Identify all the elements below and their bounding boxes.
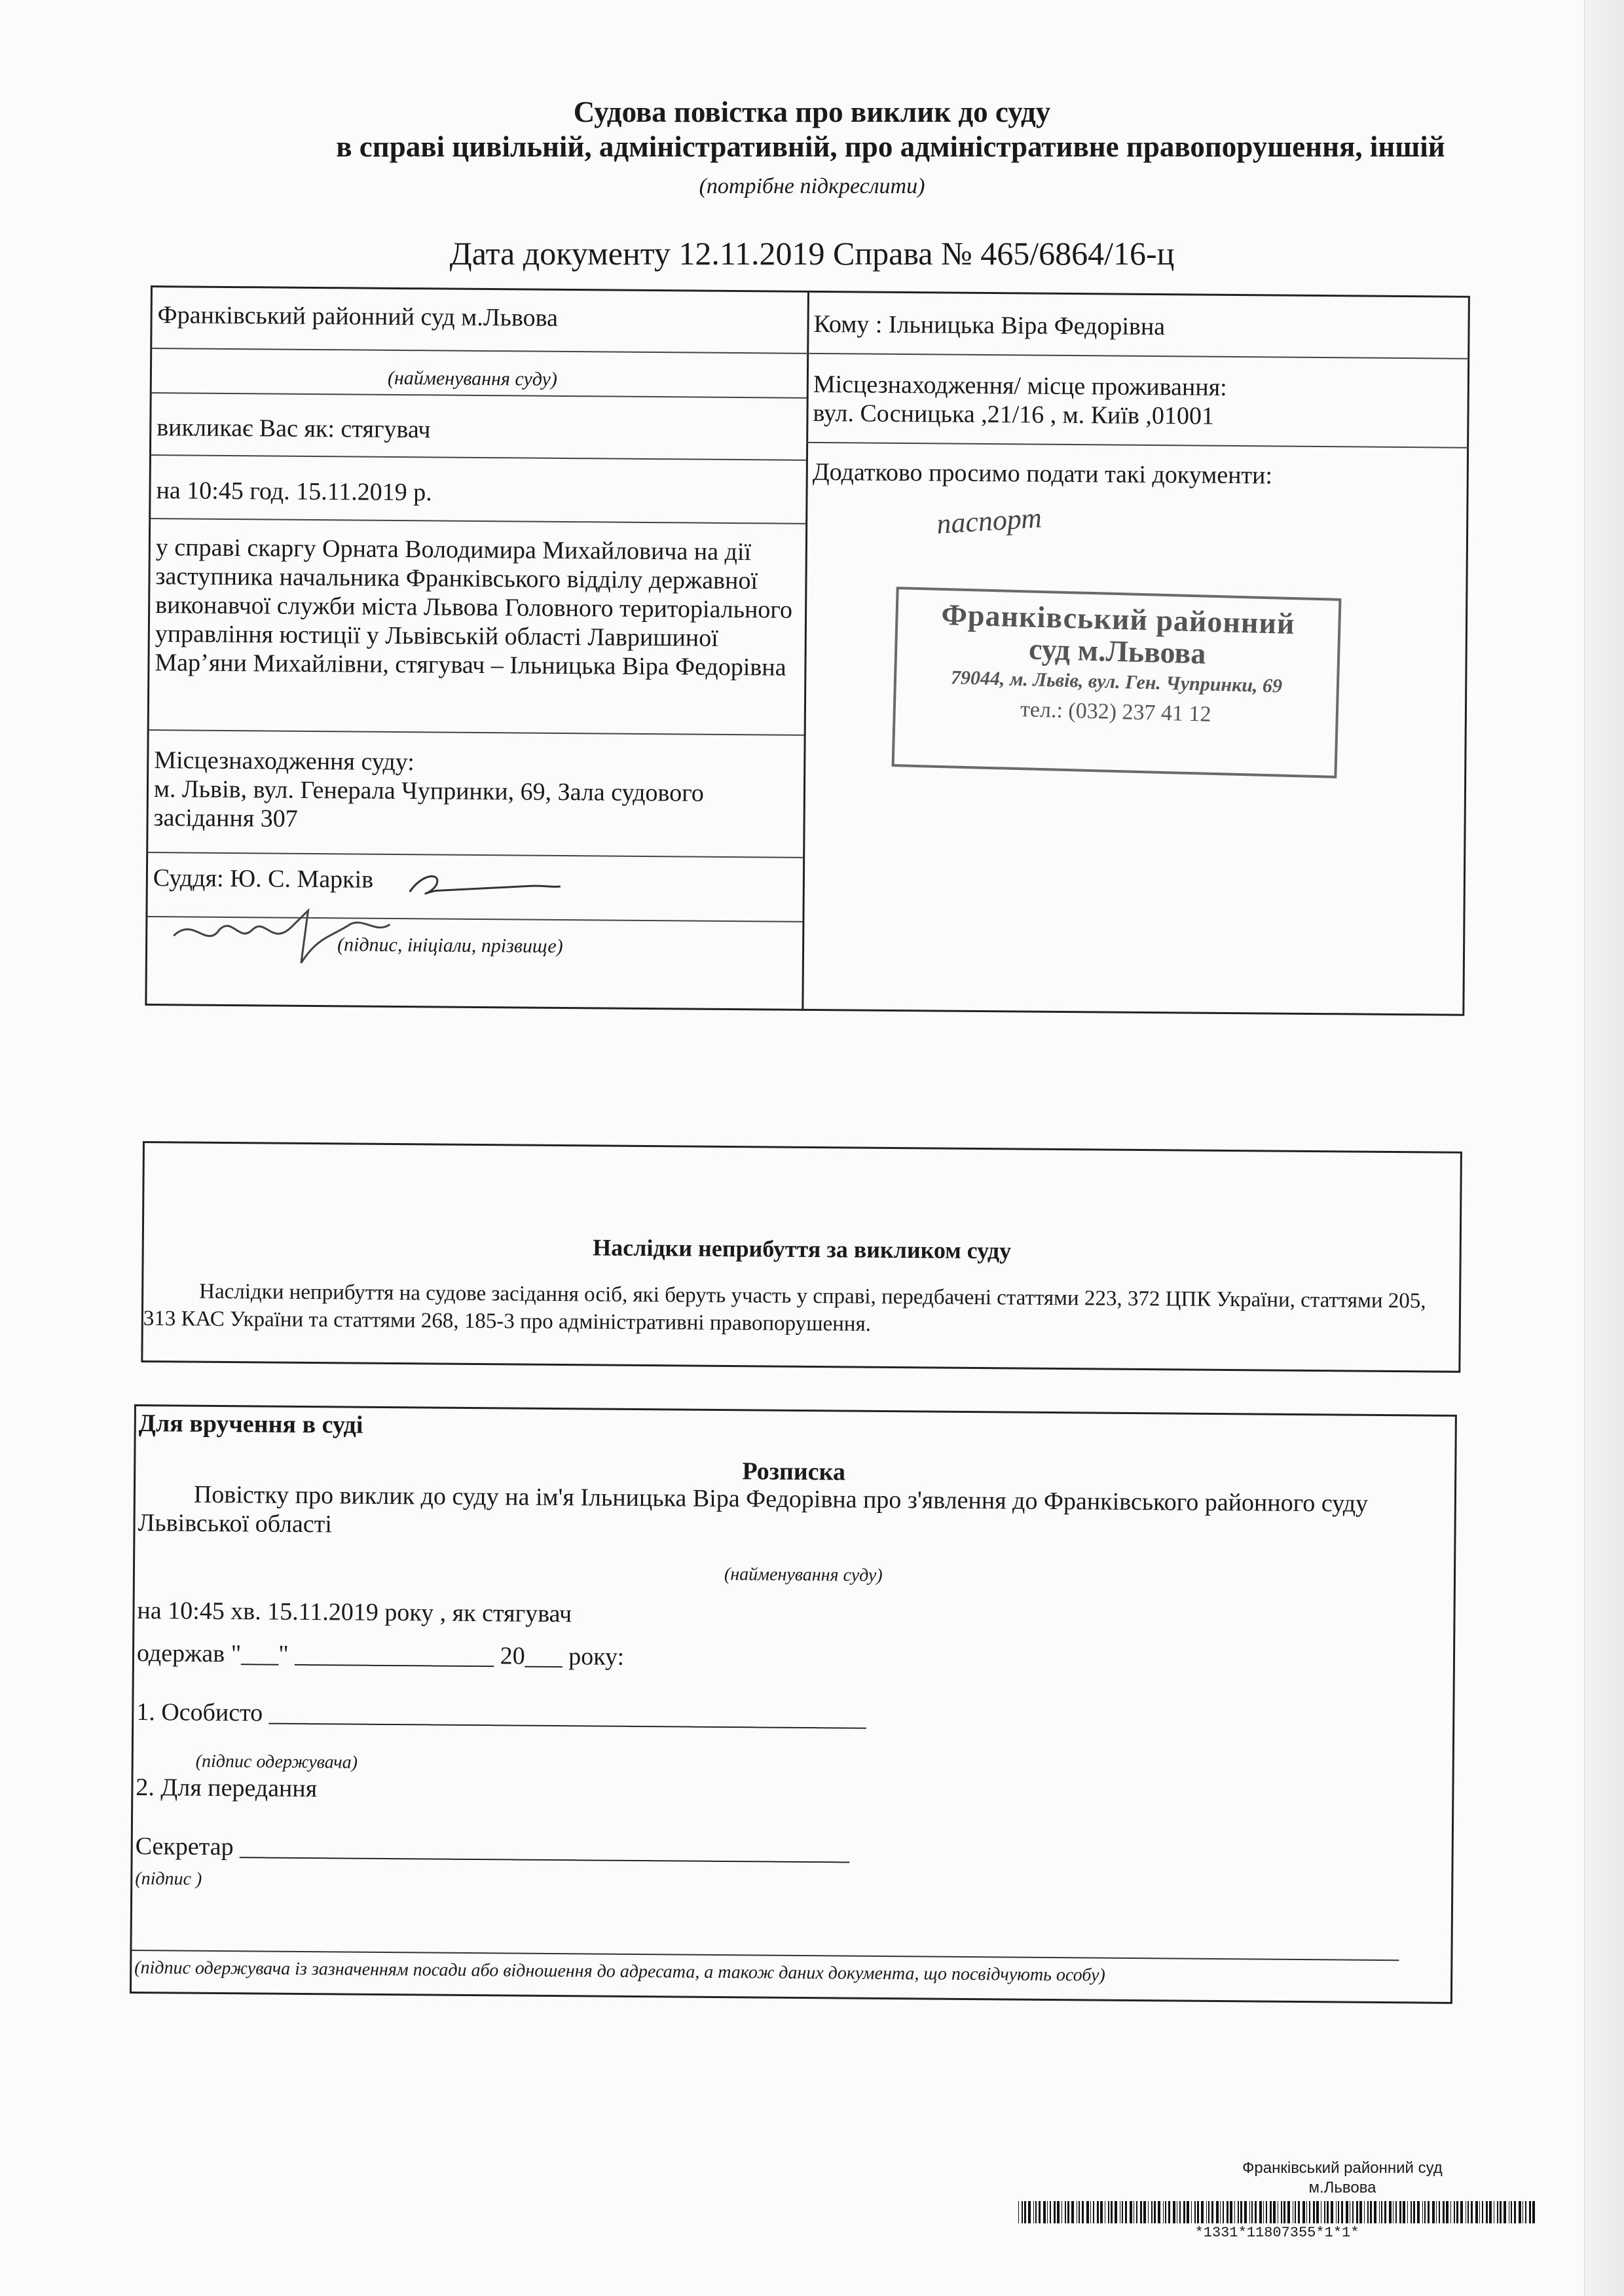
barcode-bar — [1108, 2201, 1109, 2223]
rule — [806, 442, 1469, 448]
barcode-bar — [1238, 2201, 1239, 2223]
barcode-bar — [1283, 2201, 1285, 2223]
barcode-bar — [1035, 2201, 1037, 2223]
barcode-bar — [1071, 2201, 1074, 2223]
called-as: викликає Вас як: стягувач — [157, 414, 431, 444]
barcode-bar — [1514, 2201, 1516, 2223]
rule — [148, 852, 803, 858]
barcode-bar — [1413, 2201, 1415, 2223]
stamp-line1: Франківський районний — [940, 597, 1296, 641]
barcode — [1018, 2201, 1536, 2223]
barcode-bar — [1079, 2201, 1080, 2223]
barcode-bar — [1384, 2201, 1386, 2223]
barcode-bar — [1529, 2201, 1531, 2223]
barcode-bar — [1327, 2201, 1329, 2223]
residence-label: Місцезнаходження/ місце проживання: — [813, 370, 1227, 401]
barcode-bar — [1407, 2201, 1408, 2223]
barcode-bar — [1061, 2201, 1062, 2223]
barcode-bar — [1050, 2201, 1051, 2223]
judge-name: Суддя: Ю. С. Марків — [153, 864, 374, 894]
barcode-bar — [1399, 2201, 1401, 2223]
barcode-bar — [1313, 2201, 1315, 2223]
barcode-bar — [1417, 2201, 1420, 2223]
barcode-bar — [1263, 2201, 1264, 2223]
barcode-bar — [1471, 2201, 1473, 2223]
recipient-signature-caption: (підпис одержувача) — [195, 1751, 358, 1773]
barcode-bar — [1220, 2201, 1221, 2223]
barcode-bar — [1422, 2201, 1423, 2223]
barcode-bar — [1273, 2201, 1276, 2223]
court-stamp — [892, 587, 1342, 778]
barcode-bar — [1197, 2201, 1199, 2223]
consequences-box — [141, 1141, 1462, 1373]
barcode-bar — [1047, 2201, 1048, 2223]
document-date-case: Дата документу 12.11.2019 Справа № 465/6864/16-ц — [449, 235, 1175, 272]
barcode-bar — [1111, 2201, 1113, 2223]
received-line: одержав "___" ________________ 20___ року: — [136, 1639, 625, 1671]
secretary-caption: (підпис ) — [135, 1868, 202, 1889]
barcode-bar — [1249, 2201, 1250, 2223]
barcode-bar — [1187, 2201, 1189, 2223]
barcode-bar — [1259, 2201, 1262, 2223]
barcode-bar — [1165, 2201, 1166, 2223]
barcode-bar — [1255, 2201, 1257, 2223]
barcode-bar — [1143, 2201, 1146, 2223]
barcode-bar — [1154, 2201, 1156, 2223]
barcode-bar — [1522, 2201, 1523, 2223]
bottom-caption: (підпис одержувача із зазначенням посади або відношення до адресата, а також даних документа, що посвідчують особу) — [134, 1958, 1105, 1986]
barcode-bar — [1028, 2201, 1031, 2223]
barcode-bar — [1158, 2201, 1160, 2223]
extra-docs-label: Додатково просимо подати такі документи: — [812, 458, 1273, 490]
barcode-bar — [1086, 2201, 1089, 2223]
barcode-bar — [1244, 2201, 1247, 2223]
barcode-bar — [1057, 2201, 1060, 2223]
barcode-bar — [1251, 2201, 1253, 2223]
barcode-bar — [1403, 2201, 1405, 2223]
barcode-bar — [1039, 2201, 1041, 2223]
barcode-bar — [1497, 2201, 1498, 2223]
barcode-bar — [1130, 2201, 1132, 2223]
signature-caption: (підпис, ініціали, прізвище) — [337, 934, 563, 957]
barcode-bar — [1500, 2201, 1502, 2223]
barcode-bar — [1082, 2201, 1084, 2223]
barcode-bar — [1240, 2201, 1242, 2223]
handwritten-note: паспорт — [935, 501, 1043, 540]
consequences-text: Наслідки неприбуття на судове засідання осіб, які беруть участь у справі, передбачені статтями 223, 372 ЦПК України, статтями 205, 313 КАС України та статтями 268, 185-3 про адміністративні правопорушення. — [143, 1279, 1426, 1336]
rule — [149, 729, 804, 736]
barcode-bar — [1230, 2201, 1232, 2223]
barcode-bar — [1163, 2201, 1164, 2223]
barcode-bar — [1356, 2201, 1358, 2223]
barcode-bar — [1067, 2201, 1069, 2223]
barcode-bar — [1309, 2201, 1310, 2223]
barcode-bar — [1151, 2201, 1153, 2223]
barcode-bar — [1043, 2201, 1046, 2223]
title-note: (потрібне підкреслити) — [699, 174, 925, 198]
barcode-bar — [1519, 2201, 1521, 2223]
barcode-bar — [1201, 2201, 1204, 2223]
barcode-bar — [1338, 2201, 1339, 2223]
court-name-caption: (найменування суду) — [387, 367, 558, 390]
barcode-bar — [1450, 2201, 1451, 2223]
barcode-bar — [1173, 2201, 1175, 2223]
receipt-time: на 10:45 хв. 15.11.2019 року , як стягувач — [137, 1597, 572, 1628]
barcode-bar — [1148, 2201, 1149, 2223]
barcode-bar — [1460, 2201, 1463, 2223]
barcode-bar — [1482, 2201, 1483, 2223]
barcode-bar — [1446, 2201, 1449, 2223]
consequences-title: Наслідки неприбуття за викликом суду — [593, 1234, 1012, 1264]
barcode-bar — [1532, 2201, 1535, 2223]
document-subtitle: в справі цивільній, адміністративній, про адміністративне правопорушення, іншій — [336, 130, 1445, 163]
barcode-bar — [1489, 2201, 1492, 2223]
barcode-bar — [1359, 2201, 1362, 2223]
barcode-bar — [1381, 2201, 1382, 2223]
barcode-bar — [1364, 2201, 1365, 2223]
residence-address: вул. Сосницька ,21/16 , м. Київ ,01001 — [813, 399, 1215, 430]
barcode-bar — [1033, 2201, 1034, 2223]
stamp-line2: суд м.Львова — [1028, 632, 1207, 670]
barcode-bar — [1191, 2201, 1192, 2223]
rule — [152, 348, 807, 354]
barcode-bar — [1511, 2201, 1512, 2223]
footer-court-line2: м.Львова — [1308, 2179, 1376, 2196]
barcode-bar — [1024, 2201, 1026, 2223]
rule — [807, 353, 1469, 359]
barcode-bar — [1115, 2201, 1117, 2223]
barcode-bar — [1270, 2201, 1272, 2223]
barcode-bar — [1374, 2201, 1376, 2223]
barcode-bar — [1324, 2201, 1325, 2223]
barcode-bar — [1316, 2201, 1319, 2223]
barcode-bar — [1341, 2201, 1343, 2223]
court-location-label: Місцезнаходження суду: — [154, 746, 415, 776]
barcode-bar — [1439, 2201, 1440, 2223]
receipt-text: Повістку про виклик до суду на ім'я Ільницька Віра Федорівна про з'явлення до Франківського районного суду Львівської області — [138, 1480, 1369, 1539]
receipt-box — [130, 1404, 1457, 2004]
stamp-address: 79044, м. Львів, вул. Ген. Чупринки, 69 — [950, 666, 1283, 697]
barcode-bar — [1234, 2201, 1235, 2223]
barcode-text: *1331*11807355*1*1* — [1194, 2225, 1359, 2241]
barcode-bar — [1295, 2201, 1296, 2223]
barcode-bar — [1395, 2201, 1397, 2223]
barcode-bar — [1424, 2201, 1426, 2223]
barcode-bar — [1208, 2201, 1209, 2223]
handwritten-signature — [167, 896, 416, 970]
barcode-bar — [1370, 2201, 1372, 2223]
barcode-bar — [1456, 2201, 1458, 2223]
barcode-bar — [1216, 2201, 1219, 2223]
barcode-bar — [1140, 2201, 1142, 2223]
document-title: Судова повістка про виклик до суду — [573, 96, 1051, 128]
rule — [151, 454, 806, 461]
barcode-bar — [1443, 2201, 1445, 2223]
barcode-bar — [1346, 2201, 1348, 2223]
court-location: м. Львів, вул. Генерала Чупринки, 69, Зала судового засідання 307 — [153, 775, 705, 833]
barcode-bar — [1411, 2201, 1412, 2223]
barcode-bar — [1428, 2201, 1430, 2223]
barcode-bar — [1475, 2201, 1478, 2223]
footer-court-line1: Франківський районний суд — [1242, 2159, 1443, 2177]
barcode-bar — [1227, 2201, 1228, 2223]
barcode-bar — [1281, 2201, 1282, 2223]
receipt-title: Розписка — [742, 1457, 846, 1486]
barcode-bar — [1211, 2201, 1213, 2223]
secretary-line: Секретар _________________________________________________ — [135, 1832, 850, 1866]
barcode-bar — [1168, 2201, 1170, 2223]
judge-signature — [397, 866, 568, 913]
recipient-name: Кому : Ільницька Віра Федорівна — [813, 310, 1166, 341]
table-divider — [802, 293, 809, 1011]
barcode-bar — [1331, 2201, 1333, 2223]
case-subject: у справі скаргу Орната Володимира Михайловича на дії заступника начальника Франківського відділу державної виконавчої служби міста Львова Головного територіального управління юстиції у Львівській області Лавришиної Мар’яни Михайлівни, стягувач – Ільницька Віра Федорівна — [155, 534, 793, 682]
stamp-phone: тел.: (032) 237 41 12 — [1020, 697, 1212, 727]
barcode-bar — [1065, 2201, 1066, 2223]
barcode-bar — [1525, 2201, 1526, 2223]
barcode-bar — [1090, 2201, 1091, 2223]
barcode-bar — [1183, 2201, 1185, 2223]
barcode-bar — [1194, 2201, 1196, 2223]
barcode-bar — [1336, 2201, 1337, 2223]
barcode-bar — [1436, 2201, 1437, 2223]
personal-line: 1. Особисто ________________________________________________ — [136, 1698, 866, 1732]
barcode-bar — [1389, 2201, 1392, 2223]
receipt-court-caption: (найменування суду) — [724, 1564, 883, 1586]
barcode-bar — [1122, 2201, 1123, 2223]
barcode-bar — [1136, 2201, 1137, 2223]
barcode-bar — [1479, 2201, 1480, 2223]
barcode-bar — [1206, 2201, 1207, 2223]
barcode-bar — [1486, 2201, 1488, 2223]
hearing-time: на 10:45 год. 15.11.2019 р. — [156, 477, 432, 507]
barcode-bar — [1093, 2201, 1094, 2223]
barcode-bar — [1504, 2201, 1506, 2223]
barcode-bar — [1302, 2201, 1305, 2223]
barcode-bar — [1367, 2201, 1369, 2223]
barcode-bar — [1125, 2201, 1127, 2223]
barcode-bar — [1054, 2201, 1056, 2223]
barcode-bar — [1266, 2201, 1267, 2223]
barcode-bar — [1454, 2201, 1455, 2223]
barcode-bar — [1022, 2201, 1023, 2223]
barcode-bar — [1432, 2201, 1435, 2223]
barcode-bar — [1352, 2201, 1354, 2223]
barcode-bar — [1097, 2201, 1099, 2223]
transfer-line: 2. Для передання — [136, 1774, 318, 1803]
barcode-bar — [1179, 2201, 1181, 2223]
receipt-header: Для вручення в суді — [138, 1410, 363, 1439]
barcode-bar — [1306, 2201, 1307, 2223]
court-name: Франківський районний суд м.Львова — [157, 301, 559, 332]
rule — [151, 518, 805, 524]
barcode-bar — [1467, 2201, 1469, 2223]
barcode-bar — [1379, 2201, 1380, 2223]
barcode-bar — [1018, 2201, 1019, 2223]
barcode-bar — [1100, 2201, 1103, 2223]
barcode-bar — [1298, 2201, 1300, 2223]
barcode-bar — [1223, 2201, 1224, 2223]
barcode-bar — [1287, 2201, 1290, 2223]
scan-edge — [1584, 0, 1624, 2296]
